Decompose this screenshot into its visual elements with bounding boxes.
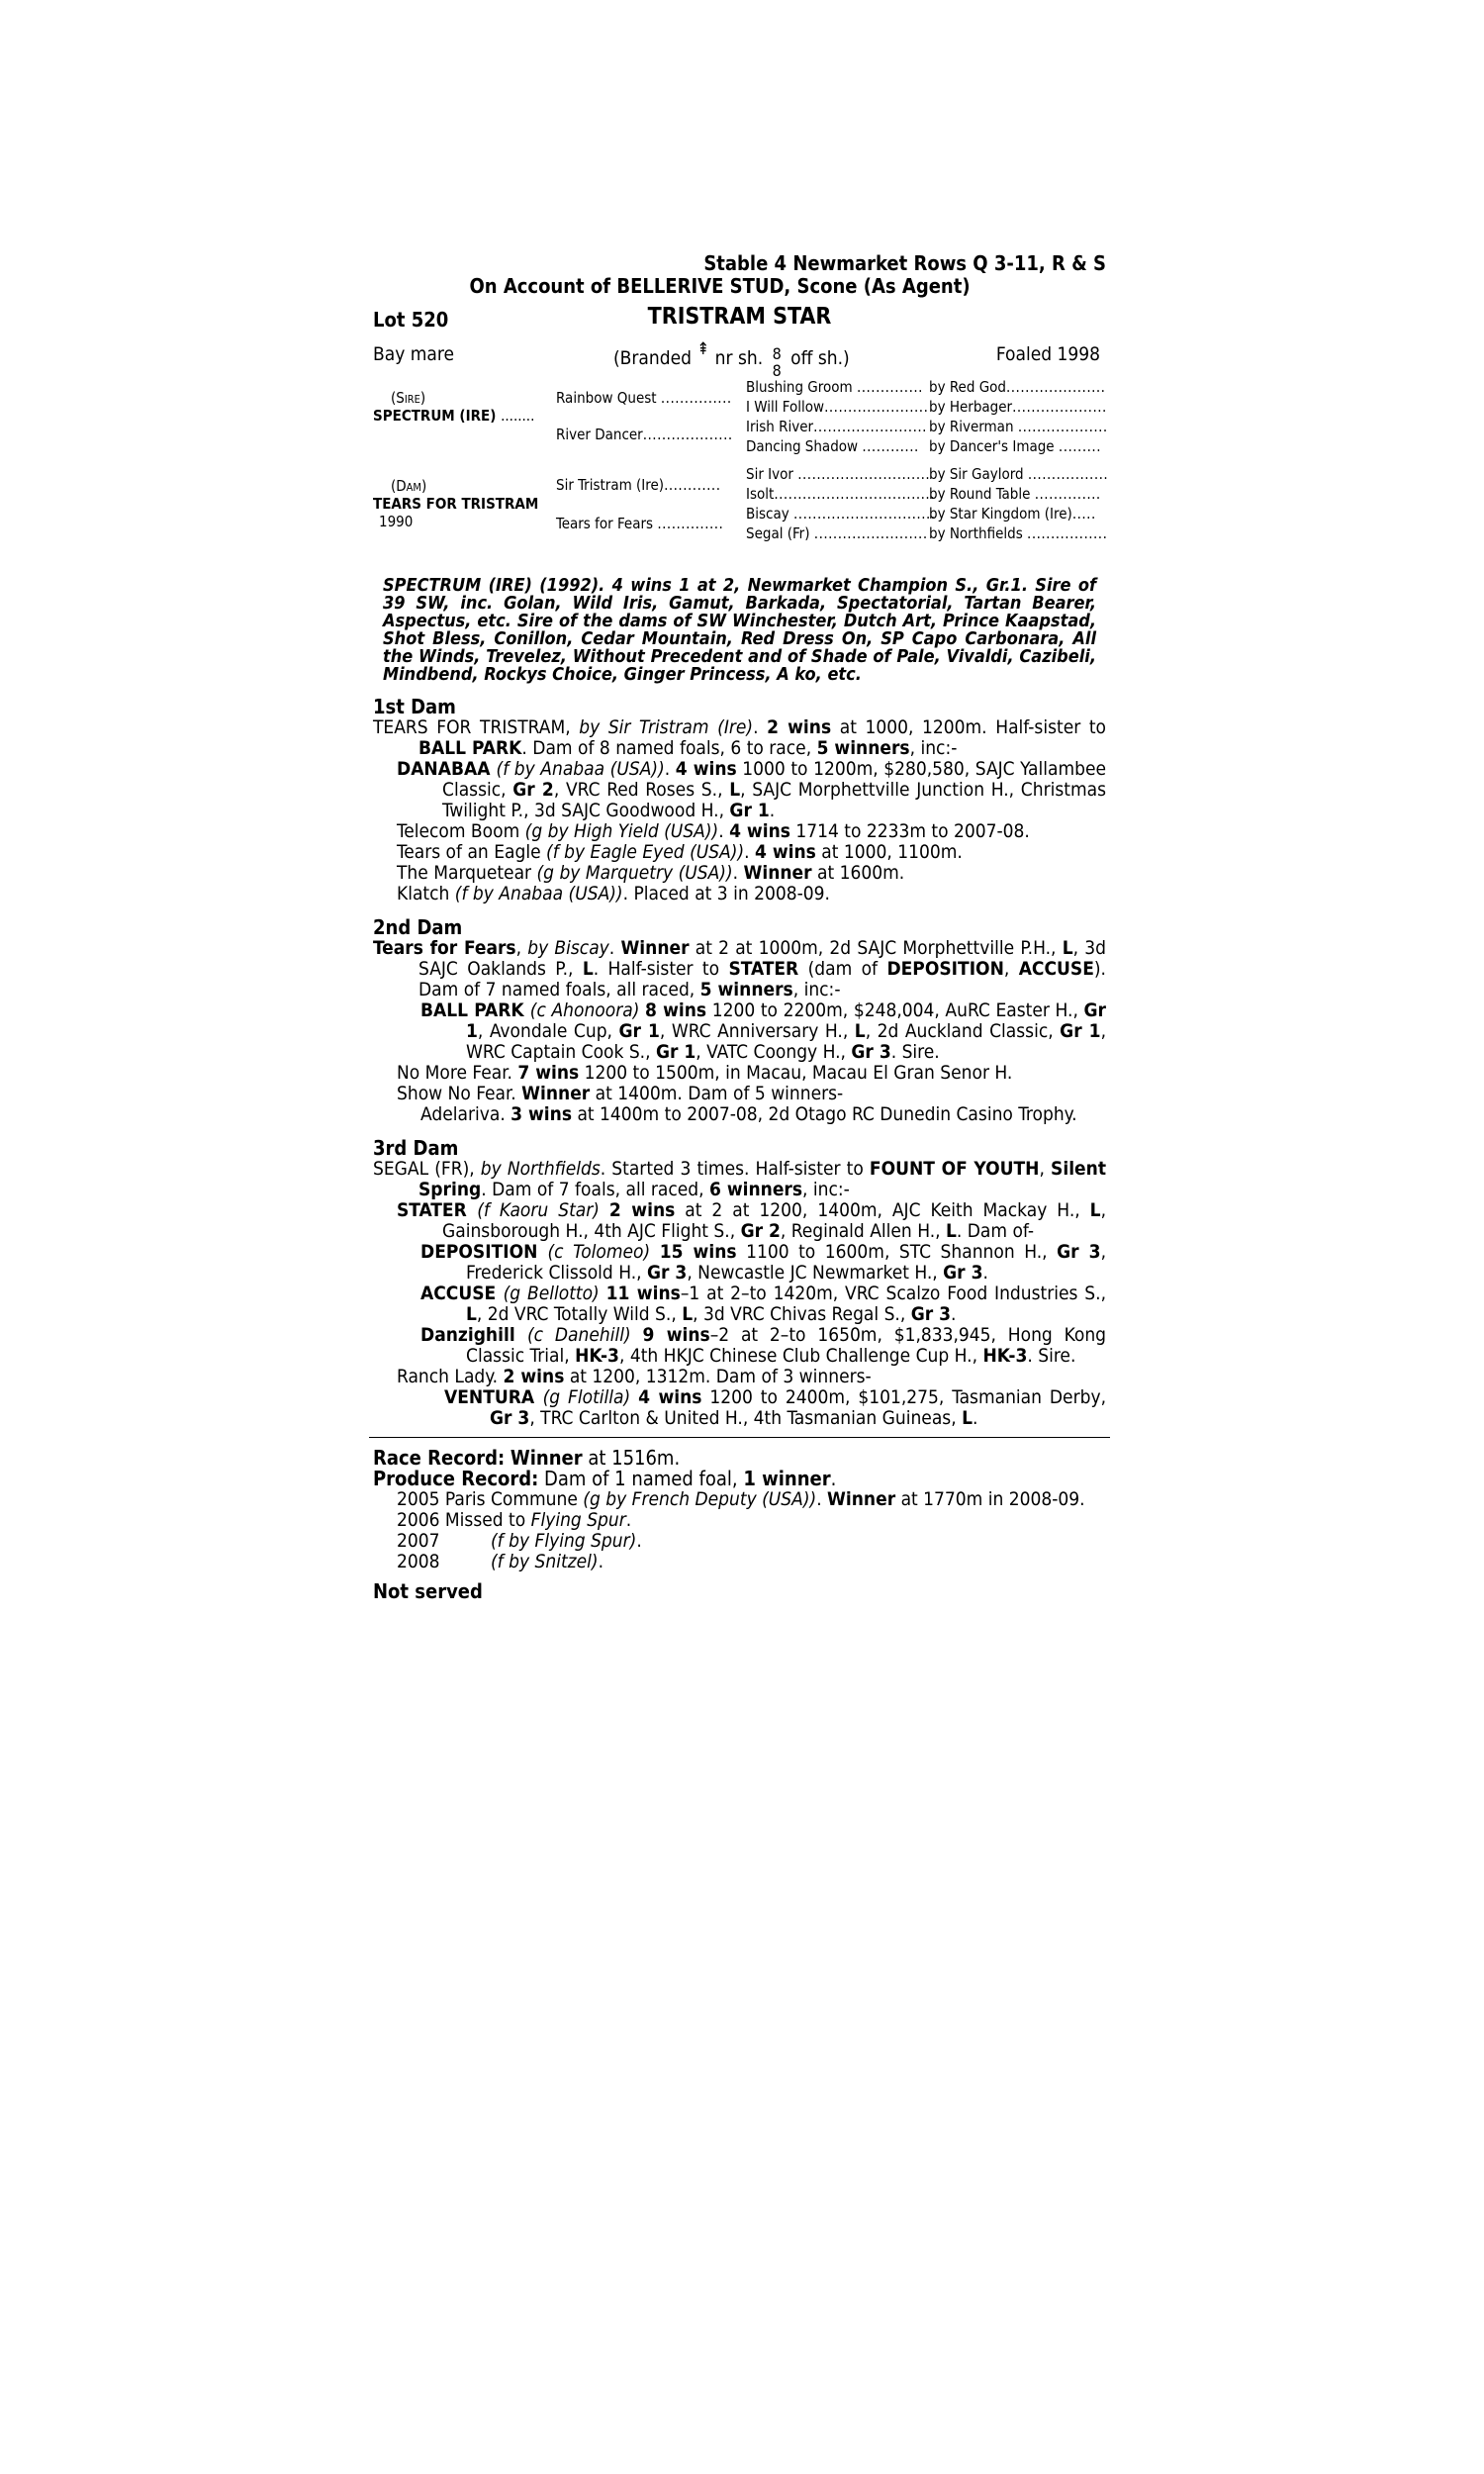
text-run: 8 wins (645, 999, 707, 1021)
text-run: Winner (743, 862, 812, 884)
text-run: Winner (620, 937, 690, 959)
progeny-entry (373, 1325, 1106, 1367)
race-record: Race Record: Winner at 1516m. (373, 1446, 681, 1470)
gen3-1: I Will Follow...................... (746, 398, 929, 416)
brand-number (773, 345, 782, 379)
foal-entry (373, 1531, 1106, 1552)
text-run: at 2 at 1000m, 2d SAJC Morphettville P.H., (689, 937, 1063, 959)
text-run: Gr 1 (1060, 1020, 1101, 1042)
text-run: , Reginald Allen H., (780, 1220, 946, 1242)
text-run: at 1400m to 2007-08, 2d Otago RC Dunedin Casino Trophy. (572, 1103, 1077, 1125)
text-run: L (729, 779, 741, 801)
text-run: Gr 3 (490, 1407, 530, 1429)
progeny-entry (373, 759, 1106, 821)
text-run: L (682, 1303, 694, 1325)
text-run: Adelariva. (420, 1103, 511, 1125)
text-run: (f by Snitzel) (491, 1551, 599, 1572)
text-run: 4 wins (638, 1386, 702, 1408)
foal-year: 2007 (397, 1530, 440, 1552)
text-run: BALL PARK (418, 737, 522, 759)
text-run: Winner (827, 1488, 896, 1510)
vendor-account: On Account of BELLERIVE STUD, Scone (As Agent) (469, 274, 971, 298)
text-run: (c Ahonoora) (529, 999, 640, 1021)
gen4-0: by Red God..................... (929, 378, 1106, 396)
text-run: L (962, 1407, 973, 1429)
stable-location: Stable 4 Newmarket Rows Q 3-11, R & S (703, 251, 1106, 275)
text-run: 4 wins (675, 758, 737, 780)
text-run: , 4th HKJC Chinese Club Challenge Cup H., (618, 1345, 983, 1367)
text-run: . Sire. (890, 1041, 940, 1063)
foal-list (373, 1489, 1106, 1572)
text-run: , TRC Carlton & United H., 4th Tasmanian Guineas, (529, 1407, 963, 1429)
second-dam-progeny (373, 1000, 1106, 1125)
progeny-entry (373, 1387, 1106, 1429)
text-run: at 2 at 1200, 1400m, AJC Keith Mackay H., (675, 1199, 1090, 1221)
horse-name: TRISTRAM STAR (647, 304, 832, 330)
text-run: 2 wins (503, 1366, 565, 1387)
text-run: 1714 to 2233m to 2007-08. (789, 820, 1030, 842)
gen3-7: Segal (Fr) ........................ (746, 524, 928, 542)
text-run: at 1200, 1312m. Dam of 3 winners- (564, 1366, 872, 1387)
text-run: L (946, 1220, 957, 1242)
text-run: L (1089, 1199, 1101, 1221)
text-run: (g by French Deputy (USA)) (583, 1488, 817, 1510)
text-run: , 2d VRC Totally Wild S., (476, 1303, 683, 1325)
text-run: Silent Spring (418, 1158, 1106, 1200)
text-run: (f by Flying Spur) (491, 1530, 637, 1552)
brand-description (613, 339, 850, 380)
text-run: 6 winners (709, 1179, 803, 1200)
text-run: 2005 Paris Commune (397, 1488, 584, 1510)
dam-name: TEARS FOR TRISTRAM (373, 495, 539, 513)
text-run: (g Bellotto) (503, 1283, 600, 1304)
text-run: . Started 3 times. Half-sister to (600, 1158, 870, 1180)
text-run: Gr 1 (655, 1041, 696, 1063)
brand-nr: nr sh. (714, 347, 764, 369)
text-run (600, 1199, 609, 1221)
gen3-3: Dancing Shadow ............ (746, 437, 919, 455)
brand-number-top: 8 (772, 344, 782, 363)
progeny-entry (373, 1000, 1106, 1063)
text-run: (g by Marquetry (USA)) (536, 862, 733, 884)
gen3-4: Sir Ivor ............................ (746, 465, 931, 483)
text-run: , Newcastle JC Newmarket H., (687, 1262, 944, 1284)
text-run: , WRC Anniversary H., (659, 1020, 855, 1042)
brand-arrow-icon: ⇞ (696, 339, 710, 359)
text-run: L (1062, 937, 1073, 959)
progeny-entry (373, 863, 1106, 884)
second-dam-heading: 2nd Dam (373, 915, 463, 939)
text-run: (f by Anabaa (USA)) (454, 883, 623, 904)
gen2-0: Rainbow Quest ............... (556, 389, 732, 407)
progeny-entry (373, 884, 1106, 904)
text-run: by Northfields (480, 1158, 601, 1180)
text-run: 1100 to 1600m, STC Shannon H., (736, 1241, 1058, 1263)
text-run: . (664, 758, 676, 780)
text-run: No More Fear. (397, 1062, 518, 1084)
text-run: Gr 1 (618, 1020, 660, 1042)
text-run: , 3d VRC Chivas Regal S., (693, 1303, 911, 1325)
text-run: Gr 3 (1057, 1241, 1101, 1263)
gen4-7: by Northfields ................. (929, 524, 1108, 542)
text-run: . Dam of- (956, 1220, 1035, 1242)
text-run: . (718, 820, 730, 842)
text-run: Gr 3 (851, 1041, 891, 1063)
text-run: at 1000, 1100m. (815, 841, 963, 863)
foal-entry (373, 1552, 1106, 1572)
third-dam-intro (373, 1159, 1106, 1200)
brand-number-bottom: 8 (772, 361, 782, 380)
first-dam-progeny (373, 759, 1106, 904)
text-run: , VATC Coongy H., (696, 1041, 852, 1063)
foaled-year: Foaled 1998 (995, 343, 1100, 365)
text-run: . (816, 1488, 828, 1510)
progeny-entry (373, 1084, 1106, 1104)
text-run: , (515, 937, 528, 959)
text-run: Ranch Lady. (397, 1366, 504, 1387)
text-run (600, 1283, 606, 1304)
text-run: . (744, 841, 756, 863)
text-run: . Sire. (1027, 1345, 1076, 1367)
text-run (650, 1241, 660, 1263)
progeny-entry (373, 1200, 1106, 1242)
text-run: 3 wins (510, 1103, 573, 1125)
first-dam-heading: 1st Dam (373, 695, 456, 718)
text-run: . (608, 937, 621, 959)
text-run: Gr 3 (647, 1262, 688, 1284)
text-run: 15 wins (659, 1241, 737, 1263)
text-run: 5 winners (699, 979, 793, 1000)
text-run: , 2d Auckland Classic, (865, 1020, 1061, 1042)
text-run: (f by Eagle Eyed (USA)) (546, 841, 745, 863)
dam-year: 1990 (379, 513, 414, 530)
text-run: . (982, 1262, 988, 1284)
text-run: HK-3 (982, 1345, 1028, 1367)
text-run: Gr 3 (910, 1303, 952, 1325)
text-run: 5 winners (816, 737, 910, 759)
text-run: BALL PARK (420, 999, 530, 1021)
text-run: DANABAA (397, 758, 497, 780)
text-run: (f Kaoru Star) (477, 1199, 600, 1221)
brand-open: (Branded (613, 347, 692, 369)
catalogue-page (373, 251, 1109, 1603)
text-run: DEPOSITION (420, 1241, 548, 1263)
text-run: (g Flotilla) (542, 1386, 631, 1408)
gen3-2: Irish River........................ (746, 418, 927, 435)
gen4-1: by Herbager.................... (929, 398, 1107, 416)
text-run: ACCUSE (1018, 958, 1094, 980)
text-run: . (598, 1551, 603, 1572)
text-run: L (466, 1303, 477, 1325)
dam-tag: (Dam) (391, 477, 427, 495)
text-run (630, 1386, 638, 1408)
text-run: (dam of (798, 958, 887, 980)
third-dam-progeny (373, 1200, 1106, 1429)
text-run: , inc:- (909, 737, 958, 759)
text-run: . (753, 716, 768, 738)
text-run: Gr 2 (512, 779, 554, 801)
text-run: (g by High Yield (USA)) (524, 820, 719, 842)
progeny-entry (373, 1367, 1106, 1387)
text-run: –2 at 2–to 1650m, $1,833,945, Hong Kong Classic Trial, (466, 1324, 1107, 1367)
text-run: Danzighill (420, 1324, 528, 1346)
lot-header (373, 304, 1106, 335)
text-run: , inc:- (802, 1179, 850, 1200)
text-run: STATER (728, 958, 799, 980)
text-run: 1200 to 2400m, $101,275, Tasmanian Derby, (701, 1386, 1106, 1408)
gen4-4: by Sir Gaylord ................. (929, 465, 1109, 483)
sire-name: SPECTRUM (IRE) ........ (373, 407, 535, 425)
text-run: Gr 1 (729, 800, 770, 821)
text-run: by Sir Tristram (Ire) (579, 716, 754, 738)
text-run: . (732, 862, 744, 884)
text-run: 4 wins (729, 820, 790, 842)
text-run: . Placed at 3 in 2008-09. (622, 883, 830, 904)
text-run: . (951, 1303, 957, 1325)
text-run: . (769, 800, 776, 821)
foal-entry (373, 1489, 1106, 1510)
text-run: Winner (521, 1083, 591, 1104)
text-run: 2 wins (608, 1199, 676, 1221)
text-run: STATER (397, 1199, 478, 1221)
text-run: (f by Anabaa (USA)) (496, 758, 665, 780)
progeny-entry (373, 1242, 1106, 1284)
text-run: , (1003, 958, 1019, 980)
third-dam-heading: 3rd Dam (373, 1136, 459, 1160)
text-run: at 1000, 1200m. Half-sister to (831, 716, 1106, 738)
text-run: SEGAL (FR), (373, 1158, 481, 1180)
horse-sex: Bay mare (373, 343, 454, 365)
text-run: 9 wins (642, 1324, 710, 1346)
gen2-3: Tears for Fears .............. (556, 515, 724, 532)
text-run: The Marquetear (397, 862, 537, 884)
gen2-1: River Dancer................... (556, 426, 733, 443)
text-run: Tears of an Eagle (397, 841, 547, 863)
horse-details (373, 335, 1106, 380)
text-run: Gr 2 (740, 1220, 781, 1242)
gen4-5: by Round Table .............. (929, 485, 1101, 503)
text-run: 2006 Missed to (397, 1509, 531, 1531)
text-run (631, 1324, 643, 1346)
text-run: L (582, 958, 594, 980)
text-run: , (1039, 1158, 1052, 1180)
text-run: Flying Spur (530, 1509, 626, 1531)
text-run: Gr 3 (943, 1262, 983, 1284)
text-run: 1200 to 2200m, $248,004, AuRC Easter H., (706, 999, 1084, 1021)
gen3-6: Biscay .............................. (746, 505, 936, 523)
text-run: 11 wins (605, 1283, 681, 1304)
text-run: , 3d SAJC Oaklands P., (418, 937, 1106, 980)
text-run: . (625, 1509, 632, 1531)
text-run: . Dam of 7 foals, all raced, (481, 1179, 709, 1200)
text-run: 1000 to 1200m, $280,580, SAJC Yallambee Classic, (442, 758, 1106, 801)
text-run: . Half-sister to (593, 958, 729, 980)
text-run: . Dam of 8 named foals, 6 to race, (521, 737, 817, 759)
gen3-5: Isolt.................................. (746, 485, 935, 503)
progeny-entry (373, 1104, 1106, 1125)
text-run: , VRC Red Roses S., (553, 779, 730, 801)
text-run: , Frederick Clissold H., (466, 1241, 1106, 1284)
text-run: at 1400m. Dam of 5 winners- (590, 1083, 844, 1104)
text-run: TEARS FOR TRISTRAM, (373, 716, 580, 738)
text-run: . (972, 1407, 978, 1429)
text-run: at 1770m in 2008-09. (895, 1488, 1085, 1510)
text-run: ). Dam of 7 named foals, all raced, (418, 958, 1106, 1000)
text-run: , SAJC Morphettville Junction H., Christmas Twilight P., 3d SAJC Goodwood H., (442, 779, 1106, 821)
text-run: at 1600m. (811, 862, 905, 884)
lot-number: Lot 520 (373, 308, 449, 332)
gen3-0: Blushing Groom .............. (746, 378, 923, 396)
text-run: (c Danehill) (527, 1324, 631, 1346)
text-run: DEPOSITION (886, 958, 1004, 980)
text-run: Gr 1 (466, 999, 1106, 1042)
text-run: HK-3 (575, 1345, 619, 1367)
text-run: Show No Fear. (397, 1083, 522, 1104)
section-divider (369, 1437, 1110, 1438)
text-run: by Biscay (527, 937, 609, 959)
text-run: 2 wins (767, 716, 832, 738)
brand-close: off sh.) (790, 347, 850, 369)
text-run: , Avondale Cup, (477, 1020, 619, 1042)
text-run: ACCUSE (420, 1283, 504, 1304)
text-run: –1 at 2–to 1420m, VRC Scalzo Food Industries S., (680, 1283, 1107, 1304)
text-run: . (636, 1530, 642, 1552)
text-run: Telecom Boom (397, 820, 525, 842)
text-run: Tears for Fears (373, 937, 516, 959)
pedigree-table (373, 377, 1109, 565)
foal-entry (373, 1510, 1106, 1531)
text-run: 1200 to 1500m, in Macau, Macau El Gran Senor H. (579, 1062, 1013, 1084)
text-run: (c Tolomeo) (547, 1241, 651, 1263)
text-run: L (854, 1020, 866, 1042)
first-dam-intro (373, 717, 1106, 759)
produce-record: Produce Record: Dam of 1 named foal, 1 winner. (373, 1467, 837, 1490)
gen4-3: by Dancer's Image ......... (929, 437, 1101, 455)
current-status: Not served (373, 1579, 483, 1603)
progeny-entry (373, 842, 1106, 863)
text-run: , WRC Captain Cook S., (466, 1020, 1106, 1063)
text-run: 7 wins (517, 1062, 580, 1084)
sire-tag: (Sire) (391, 389, 426, 407)
progeny-entry (373, 1063, 1106, 1084)
progeny-entry (373, 1284, 1106, 1325)
gen2-2: Sir Tristram (Ire)............ (556, 476, 721, 494)
text-run: FOUNT OF YOUTH (869, 1158, 1040, 1180)
second-dam-intro (373, 938, 1106, 1000)
text-run: , Gainsborough H., 4th AJC Flight S., (442, 1199, 1106, 1242)
text-run: VENTURA (444, 1386, 543, 1408)
sire-summary: SPECTRUM (IRE) (1992). 4 wins 1 at 2, Newmarket Champion S., Gr.1. Sire of 39 SW, inc. Golan, Wild Iris, Gamut, Barkada, Spectatorial, Tartan Bearer, Aspectus, etc. Sire of the dams of SW Winchester, Dutch Art, Prince Kaapstad, Shot Bless, Conillon, Cedar Mountain, Red Dress On, SP Capo Carbonara, All the Winds, Trevelez, Without Precedent and of Shade of Pale, Vivaldi, Cazibeli, Mindbend, Rockys Choice, Ginger Princess, A ko, etc. (383, 575, 1096, 685)
text-run: , inc:- (792, 979, 841, 1000)
progeny-entry (373, 821, 1106, 842)
text-run: Klatch (397, 883, 455, 904)
gen4-6: by Star Kingdom (Ire)..... (929, 505, 1096, 523)
foal-year: 2008 (397, 1551, 440, 1572)
text-run: 4 wins (755, 841, 816, 863)
gen4-2: by Riverman ................... (929, 418, 1108, 435)
